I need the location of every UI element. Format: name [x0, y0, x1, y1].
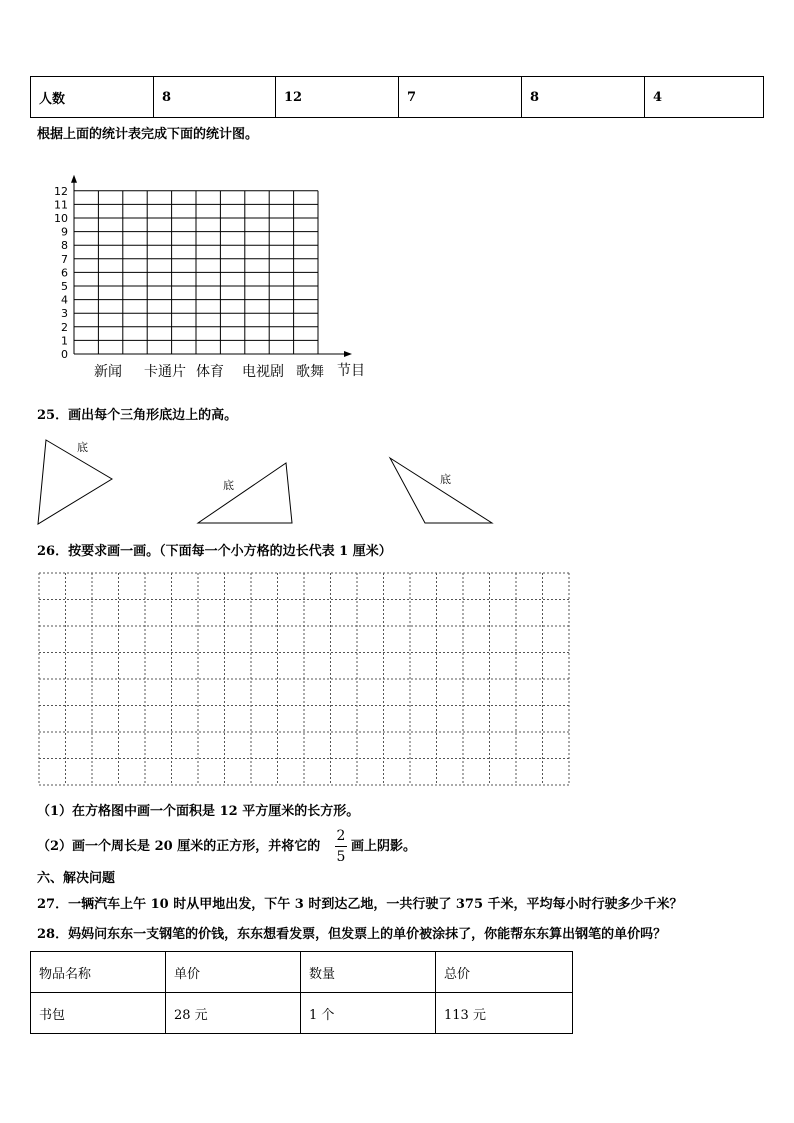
y-tick-label: 3: [61, 307, 68, 321]
x-category-label: 电视剧: [242, 364, 284, 380]
row-label: 人数: [31, 77, 154, 118]
y-tick-label: 2: [61, 320, 68, 334]
stat-cell: 8: [522, 77, 645, 118]
q26-title: 26．按要求画一画。（下面每一个小方格的边长代表 1 厘米）: [37, 544, 392, 559]
column-header: 总价: [436, 952, 573, 993]
stats-table: [30, 76, 764, 118]
x-category-labels: [94, 363, 324, 380]
column-header: 物品名称: [31, 952, 166, 993]
x-category-label: 卡通片: [144, 364, 186, 380]
table-header-row: [31, 952, 573, 993]
y-tick-labels: [54, 185, 68, 361]
y-tick-label: 8: [61, 239, 68, 253]
base-label: 底: [223, 479, 234, 492]
table-cell: 113 元: [436, 993, 573, 1034]
q27-text: 27．一辆汽车上午 10 时从甲地出发，下午 3 时到达乙地，一共行驶了 375 千米，平均每小时行驶多少千米？: [37, 897, 683, 912]
y-tick-label: 12: [54, 184, 68, 198]
square-grid-lines: [39, 573, 569, 785]
q26-part2-after: 画上阴影。: [351, 839, 417, 854]
column-header: 数量: [301, 952, 436, 993]
section-heading: 六、解决问题: [37, 871, 116, 886]
y-tick-label: 1: [61, 334, 68, 348]
y-tick-label: 5: [61, 280, 68, 293]
square-grid: [38, 572, 570, 786]
chart-grid: [74, 191, 318, 354]
table-row: [31, 993, 573, 1034]
base-label: 底: [77, 441, 88, 454]
x-category-label: 体育: [196, 364, 224, 380]
q25-title: 25．画出每个三角形底边上的高。: [37, 408, 238, 423]
y-tick-label: 7: [61, 252, 68, 266]
base-label: 底: [440, 473, 451, 486]
x-category-label: 新闻: [94, 364, 122, 380]
triangle-1: [38, 440, 112, 524]
x-category-label: 歌舞: [296, 364, 324, 380]
table-cell: 28 元: [166, 993, 301, 1034]
q26-part1: （1）在方格图中画一个面积是 12 平方厘米的长方形。: [37, 804, 360, 819]
y-tick-label: 11: [54, 198, 68, 212]
table-cell: 书包: [31, 993, 166, 1034]
stat-cell: 8: [154, 77, 276, 118]
x-axis-label: 节目: [337, 363, 365, 379]
chart-axes: [71, 175, 352, 357]
stat-cell: 7: [399, 77, 522, 118]
table-row: [31, 77, 764, 118]
triangle-2: [198, 463, 292, 523]
y-tick-label: 10: [54, 212, 68, 225]
triangles-figure: [30, 430, 510, 530]
fraction-denominator: 5: [336, 849, 346, 865]
stat-cell: 12: [276, 77, 399, 118]
y-tick-label: 0: [61, 348, 68, 361]
x-axis-arrow: [344, 351, 352, 357]
fraction-bar: [335, 846, 347, 847]
y-tick-label: 6: [61, 266, 68, 280]
chart-instruction: 根据上面的统计表完成下面的统计图。: [37, 127, 259, 142]
price-table: [30, 951, 573, 1034]
bar-chart: [40, 170, 380, 385]
table-cell: 1 个: [301, 993, 436, 1034]
y-tick-label: 4: [61, 293, 68, 307]
y-axis-arrow: [71, 175, 77, 183]
column-header: 单价: [166, 952, 301, 993]
q26-part2-before: （2）画一个周长是 20 厘米的正方形，并将它的: [37, 839, 321, 854]
triangle-3: [390, 458, 492, 523]
stat-cell: 4: [645, 77, 764, 118]
q26-part2-text: [37, 838, 320, 856]
q28-text: 28．妈妈问东东一支钢笔的价钱，东东想看发票，但发票上的单价被涂抹了，你能帮东东算出钢笔的单价吗？: [37, 927, 667, 942]
y-tick-label: 9: [61, 225, 68, 239]
fraction-numerator: 2: [336, 828, 346, 844]
